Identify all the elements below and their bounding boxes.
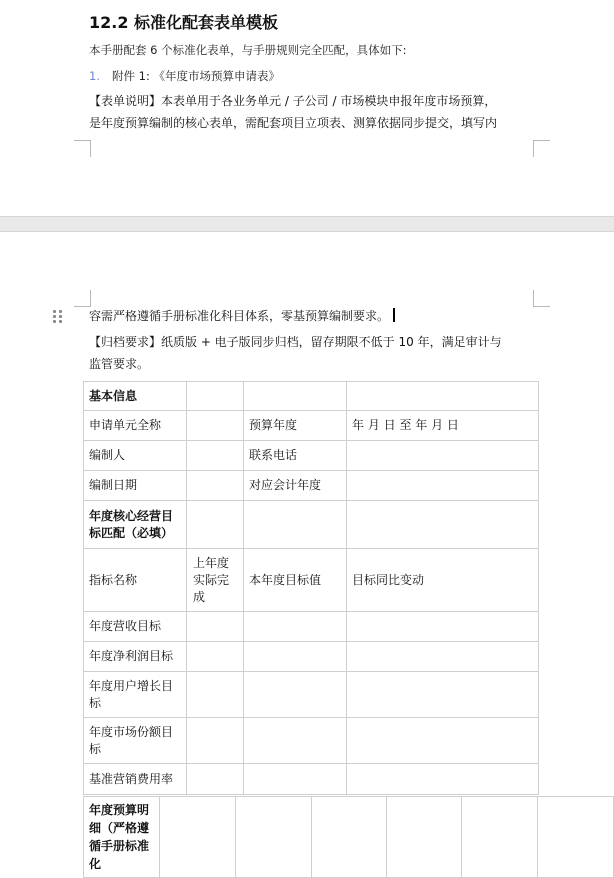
budget-application-table	[83, 381, 539, 795]
basic-info-header: 基本信息	[84, 382, 187, 411]
prep-date-label: 编制日期	[84, 471, 187, 501]
form-description-line-2: 是年度预算编制的核心表单，需配套项目立项表、测算依据同步提交，填写内	[89, 116, 498, 130]
indicator-cell[interactable]	[187, 612, 244, 642]
form-description-line-3-text: 容需严格遵循手册标准化科目体系，零基预算编制要求。	[89, 309, 390, 323]
yoy-change-header: 目标同比变动	[347, 549, 539, 612]
fiscal-year-value[interactable]	[347, 471, 539, 501]
page-1-crop-mark-bottom-right	[533, 140, 550, 157]
list-item-attachment-1	[89, 68, 280, 84]
budget-detail-table	[83, 796, 614, 878]
indicator-row-label: 年度净利润目标	[84, 642, 187, 672]
indicator-cell[interactable]	[244, 764, 347, 795]
form-description-line-1: 【表单说明】本表单用于各业务单元 / 子公司 / 市场模块申报年度市场预算，	[89, 94, 497, 108]
this-year-target-header: 本年度目标值	[244, 549, 347, 612]
core-goal-header: 年度核心经营目标匹配（必填）	[84, 501, 187, 549]
section-heading: 12.2 标准化配套表单模板	[89, 13, 279, 32]
contact-phone-label: 联系电话	[244, 441, 347, 471]
indicator-cell[interactable]	[347, 642, 539, 672]
budget-detail-header: 年度预算明细（严格遵循手册标准化	[84, 797, 160, 878]
applicant-unit-value[interactable]	[187, 411, 244, 441]
last-year-actual-header: 上年度实际完成	[187, 549, 244, 612]
intro-text: 本手册配套 6 个标准化表单，与手册规则完全匹配，具体如下:	[89, 43, 407, 57]
empty-cell[interactable]	[311, 797, 386, 878]
preparer-value[interactable]	[187, 441, 244, 471]
list-item-text: 附件 1: 《年度市场预算申请表》	[111, 69, 280, 83]
indicator-cell[interactable]	[187, 718, 244, 764]
indicator-cell[interactable]	[244, 718, 347, 764]
indicator-row-label: 基准营销费用率	[84, 764, 187, 795]
indicator-row-label: 年度营收目标	[84, 612, 187, 642]
indicator-cell[interactable]	[347, 718, 539, 764]
indicator-cell[interactable]	[347, 612, 539, 642]
empty-cell[interactable]	[187, 382, 244, 411]
fiscal-year-label: 对应会计年度	[244, 471, 347, 501]
empty-cell[interactable]	[159, 797, 235, 878]
drag-handle-icon[interactable]	[53, 310, 63, 324]
preparer-label: 编制人	[84, 441, 187, 471]
indicator-cell[interactable]	[347, 764, 539, 795]
archive-requirement-line-2: 监管要求。	[89, 357, 150, 371]
page-1-crop-mark-bottom-left	[74, 140, 91, 157]
indicator-cell[interactable]	[187, 764, 244, 795]
archive-requirement-line-1: 【归档要求】纸质版 + 电子版同步归档，留存期限不低于 10 年，满足审计与	[89, 335, 502, 349]
prep-date-value[interactable]	[187, 471, 244, 501]
empty-cell[interactable]	[347, 382, 539, 411]
empty-cell[interactable]	[386, 797, 461, 878]
indicator-name-header: 指标名称	[84, 549, 187, 612]
form-description-line-3	[89, 305, 395, 327]
indicator-cell[interactable]	[244, 672, 347, 718]
page-separator	[0, 216, 614, 232]
indicator-cell[interactable]	[244, 642, 347, 672]
budget-year-label: 预算年度	[244, 411, 347, 441]
budget-year-value[interactable]: 年 月 日 至 年 月 日	[347, 411, 539, 441]
empty-cell[interactable]	[462, 797, 537, 878]
indicator-row-label: 年度市场份额目标	[84, 718, 187, 764]
list-number: 1.	[89, 69, 100, 83]
applicant-unit-label: 申请单元全称	[84, 411, 187, 441]
empty-cell[interactable]	[187, 501, 244, 549]
text-cursor	[393, 308, 395, 322]
empty-cell[interactable]	[236, 797, 311, 878]
indicator-cell[interactable]	[347, 672, 539, 718]
indicator-cell[interactable]	[244, 612, 347, 642]
empty-cell[interactable]	[244, 501, 347, 549]
empty-cell[interactable]	[244, 382, 347, 411]
indicator-cell[interactable]	[187, 672, 244, 718]
empty-cell[interactable]	[347, 501, 539, 549]
indicator-row-label: 年度用户增长目标	[84, 672, 187, 718]
indicator-cell[interactable]	[187, 642, 244, 672]
empty-cell[interactable]	[537, 797, 613, 878]
contact-phone-value[interactable]	[347, 441, 539, 471]
page-2-crop-mark-top-right	[533, 290, 550, 307]
